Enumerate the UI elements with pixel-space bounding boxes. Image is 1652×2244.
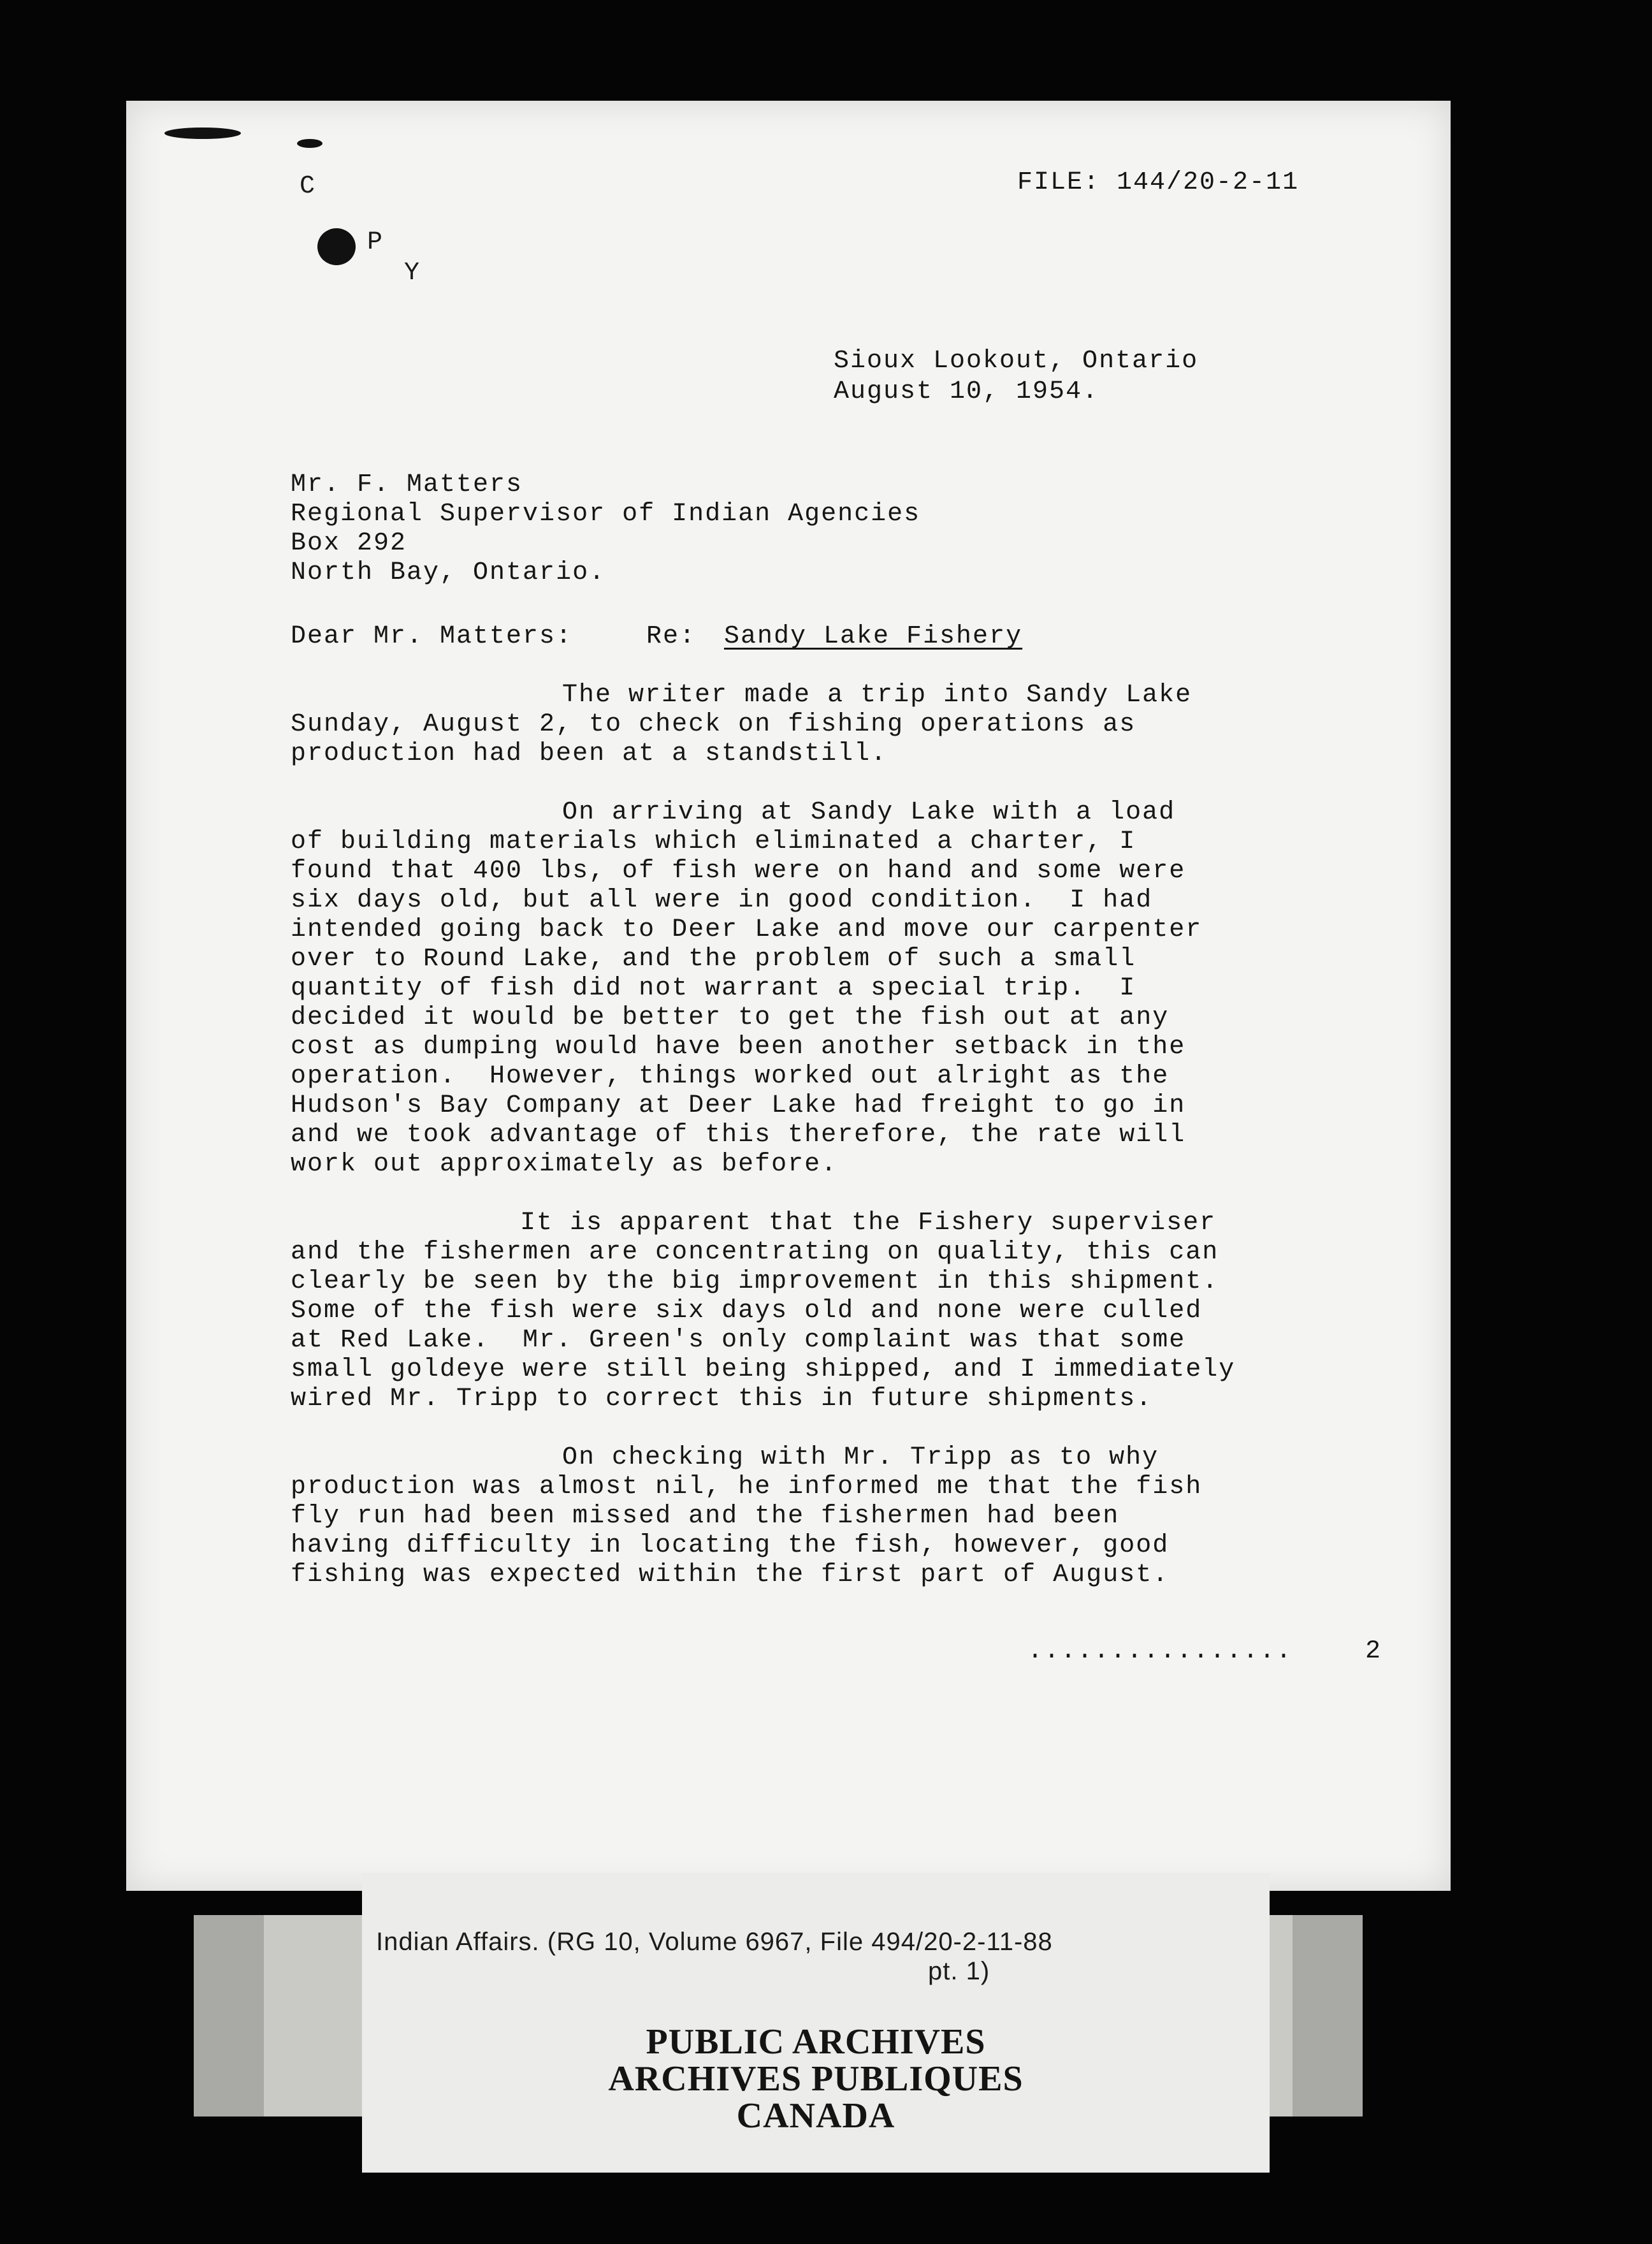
paragraph-line: wired Mr. Tripp to correct this in future shipments.	[291, 1385, 1153, 1413]
re-label: Re:	[646, 622, 697, 651]
paragraph-line: intended going back to Deer Lake and move our carpenter	[291, 915, 1203, 944]
paragraph-line: clearly be seen by the big improvement in this shipment.	[291, 1267, 1219, 1296]
archive-reference: Indian Affairs. (RG 10, Volume 6967, File 494/20-2-11-88	[376, 1928, 1053, 1956]
paragraph-line: quantity of fish did not warrant a special trip. I	[291, 974, 1136, 1003]
paragraph-line: production was almost nil, he informed me that the fish	[291, 1473, 1203, 1501]
file-reference: FILE: 144/20-2-11	[1017, 168, 1300, 197]
recipient-line: Box 292	[291, 529, 407, 558]
paragraph-line: having difficulty in locating the fish, however, good	[291, 1531, 1170, 1560]
next-page-number: 2	[1365, 1637, 1382, 1666]
paragraph-line: and we took advantage of this therefore, the rate will	[291, 1121, 1186, 1149]
paragraph-line: On arriving at Sandy Lake with a load	[562, 798, 1176, 827]
paragraph-line: fishing was expected within the first part of August.	[291, 1561, 1170, 1589]
paragraph-line: work out approximately as before.	[291, 1150, 838, 1179]
paragraph-line: over to Round Lake, and the problem of such a small	[291, 945, 1136, 973]
subject-line: Sandy Lake Fishery	[724, 622, 1023, 651]
recipient-line: Regional Supervisor of Indian Agencies	[291, 500, 921, 528]
paragraph-line: and the fishermen are concentrating on quality, this can	[291, 1238, 1219, 1267]
paragraph-line: at Red Lake. Mr. Green's only complaint was that some	[291, 1326, 1186, 1355]
label-tab-right	[1293, 1915, 1363, 2116]
copy-marker-y: Y	[404, 259, 420, 288]
paragraph-line: operation. However, things worked out alright as the	[291, 1062, 1170, 1091]
archive-reference-part: pt. 1)	[928, 1957, 990, 1985]
paragraph-line: of building materials which eliminated a charter, I	[291, 827, 1136, 856]
paragraph-line: cost as dumping would have been another setback in the	[291, 1033, 1186, 1061]
salutation: Dear Mr. Matters:	[291, 622, 573, 651]
paragraph-line: fly run had been missed and the fishermen had been	[291, 1502, 1120, 1531]
letter-page	[126, 101, 1451, 1891]
ink-smudge	[317, 228, 356, 265]
ink-smudge	[164, 127, 241, 139]
archive-stamp	[362, 2023, 1270, 2138]
paragraph-line: Hudson's Bay Company at Deer Lake had freight to go in	[291, 1091, 1186, 1120]
paragraph-line: Some of the fish were six days old and none were culled	[291, 1297, 1203, 1325]
letter-date: August 10, 1954.	[834, 377, 1099, 406]
paragraph-line: Sunday, August 2, to check on fishing operations as	[291, 710, 1136, 739]
ink-smudge	[297, 139, 322, 148]
recipient-line: North Bay, Ontario.	[291, 558, 606, 587]
paragraph-line: The writer made a trip into Sandy Lake	[562, 681, 1192, 710]
paragraph-line: It is apparent that the Fishery superviser	[520, 1209, 1217, 1237]
stamp-line: PUBLIC ARCHIVES	[646, 2022, 986, 2062]
paragraph-line: decided it would be better to get the fish out at any	[291, 1003, 1170, 1032]
copy-marker-p: P	[367, 228, 383, 257]
continuation-dots: ................	[1027, 1637, 1293, 1666]
stamp-line: ARCHIVES PUBLIQUES	[608, 2059, 1024, 2099]
paragraph-line: six days old, but all were in good condition. I had	[291, 886, 1153, 915]
paragraph-line: found that 400 lbs, of fish were on hand and some were	[291, 857, 1186, 885]
stamp-line: CANADA	[736, 2096, 895, 2136]
paragraph-line: small goldeye were still being shipped, and I immediately	[291, 1355, 1236, 1384]
copy-marker-c: C	[300, 172, 315, 201]
paragraph-line: production had been at a standstill.	[291, 740, 888, 768]
archive-label	[362, 1873, 1270, 2173]
label-tab-left	[194, 1915, 264, 2116]
recipient-line: Mr. F. Matters	[291, 470, 523, 499]
paragraph-line: On checking with Mr. Tripp as to why	[562, 1443, 1159, 1472]
sender-place: Sioux Lookout, Ontario	[834, 347, 1199, 375]
